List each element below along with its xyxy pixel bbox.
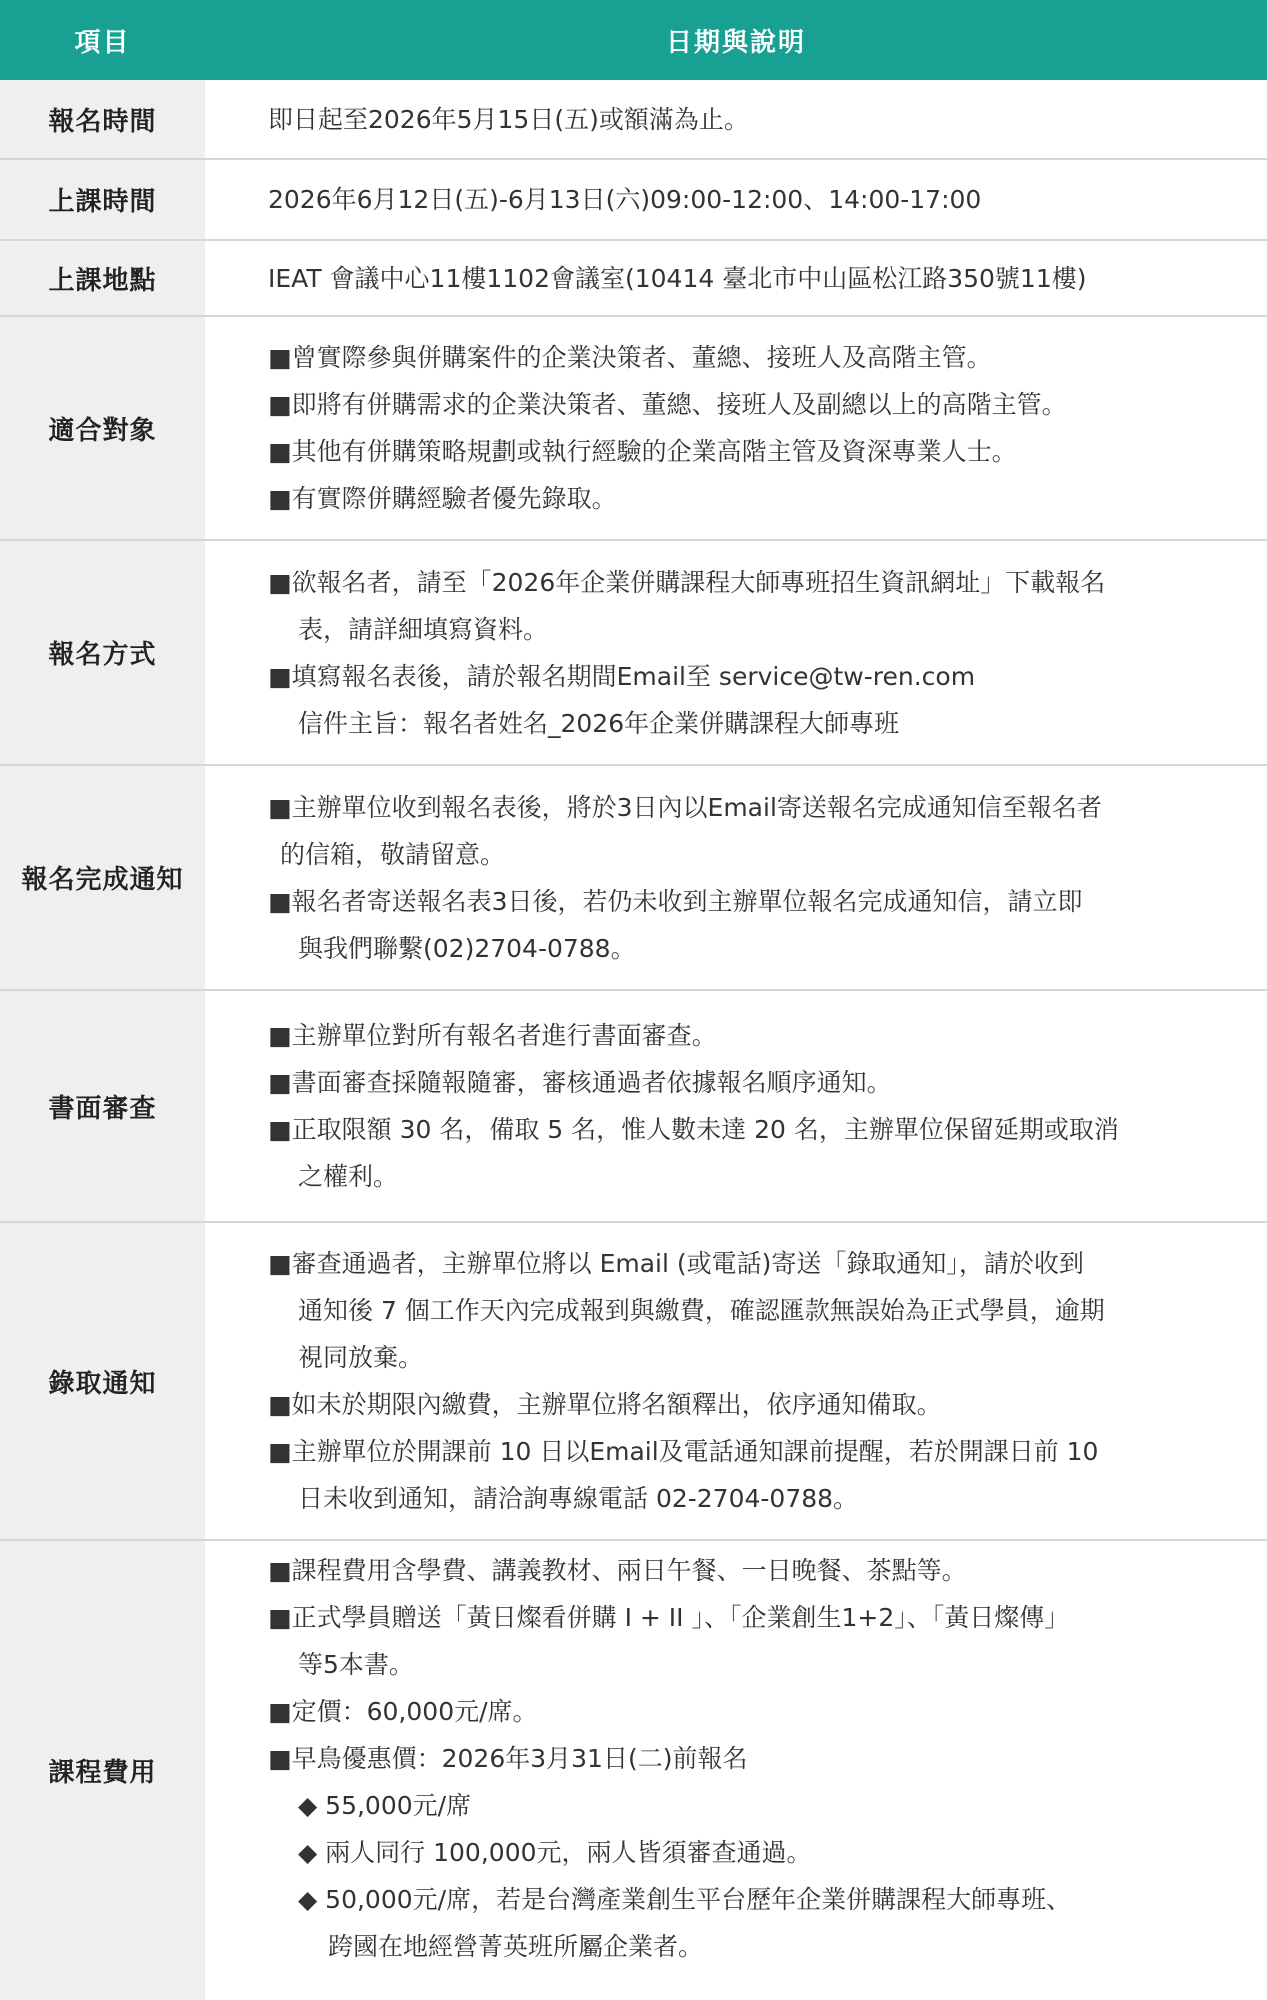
registration-time-text: 即日起至2026年5月15日(五)或額滿為止。 [268, 104, 749, 134]
audience-line: ■有實際併購經驗者優先錄取。 [268, 484, 617, 513]
row-label: 報名完成通知 [0, 766, 205, 989]
header-item: 項目 [74, 27, 131, 58]
fee-line: ◆ 55,000元/席 [298, 1791, 472, 1820]
registration-notice-line: ■主辦單位收到報名表後，將於3日內以Email寄送報名完成通知信至報名者 [268, 792, 1102, 822]
registration-notice-line: 與我們聯繫(02)2704-0788。 [298, 933, 636, 963]
row-content [205, 241, 1267, 315]
table-row-registration-time [0, 80, 1267, 160]
row-label: 上課地點 [0, 241, 205, 315]
table-row-registration-method [0, 541, 1267, 766]
table-header [0, 0, 1267, 80]
fee-line: ■定價：60,000元/席。 [268, 1697, 538, 1726]
header-description: 日期與說明 [665, 27, 806, 58]
row-label: 錄取通知 [0, 1223, 205, 1539]
row-content [205, 766, 1267, 989]
row-content [205, 541, 1267, 764]
registration-method-line: 信件主旨：報名者姓名_2026年企業併購課程大師專班 [298, 708, 900, 738]
table-row-audience [0, 317, 1267, 541]
admission-line: 視同放棄。 [298, 1343, 424, 1372]
row-content [205, 80, 1267, 158]
table-row-review [0, 991, 1267, 1223]
table-row-admission [0, 1223, 1267, 1541]
audience-line: ■曾實際參與併購案件的企業決策者、董總、接班人及高階主管。 [268, 343, 992, 372]
row-content [205, 991, 1267, 1221]
registration-method-line: 表，請詳細填寫資料。 [298, 614, 549, 644]
registration-notice-line: ■報名者寄送報名表3日後，若仍未收到主辦單位報名完成通知信，請立即 [268, 886, 1083, 916]
table-row-location [0, 241, 1267, 317]
fee-line: ■正式學員贈送「黃日燦看併購 I + II 」、「企業創生1+2」、「黃日燦傳」 [268, 1603, 1070, 1632]
table-row-registration-notice [0, 766, 1267, 991]
fee-line: ◆ 50,000元/席，若是台灣產業創生平台歷年企業併購課程大師專班、 [298, 1885, 1072, 1914]
registration-method-line: ■欲報名者，請至「2026年企業併購課程大師專班招生資訊網址」下載報名 [268, 567, 1106, 597]
fee-line: 跨國在地經營菁英班所屬企業者。 [328, 1932, 704, 1961]
table-row-class-time [0, 160, 1267, 241]
fee-line: 等5本書。 [298, 1650, 414, 1679]
fee-line: ■早鳥優惠價：2026年3月31日(二)前報名 [268, 1744, 748, 1773]
location-text: IEAT 會議中心11樓1102會議室(10414 臺北市中山區松江路350號11樓) [268, 263, 1087, 293]
fee-line: ■課程費用含學費、講義教材、兩日午餐、一日晚餐、茶點等。 [268, 1556, 967, 1585]
row-label: 報名方式 [0, 541, 205, 764]
row-label: 上課時間 [0, 160, 205, 239]
admission-line: 通知後 7 個工作天內完成報到與繳費，確認匯款無誤始為正式學員，逾期 [298, 1296, 1105, 1325]
review-line: ■正取限額 30 名，備取 5 名，惟人數未達 20 名，主辦單位保留延期或取消 [268, 1115, 1119, 1144]
admission-line: ■如未於期限內繳費，主辦單位將名額釋出，依序通知備取。 [268, 1390, 942, 1419]
row-content [205, 317, 1267, 539]
row-content [205, 160, 1267, 239]
admission-line: 日未收到通知，請洽詢專線電話 02-2704-0788。 [298, 1484, 859, 1513]
row-label: 課程費用 [0, 1541, 205, 2000]
registration-method-line: ■填寫報名表後，請於報名期間Email至 service@tw-ren.com [268, 661, 976, 691]
fee-line: ◆ 兩人同行 100,000元，兩人皆須審查通過。 [298, 1838, 812, 1867]
review-line: 之權利。 [298, 1162, 399, 1191]
registration-notice-line: 的信箱，敬請留意。 [280, 839, 506, 869]
audience-line: ■即將有併購需求的企業決策者、董總、接班人及副總以上的高階主管。 [268, 390, 1067, 419]
review-line: ■主辦單位對所有報名者進行書面審查。 [268, 1021, 717, 1050]
row-content [205, 1223, 1267, 1539]
admission-line: ■審查通過者，主辦單位將以 Email (或電話)寄送「錄取通知」，請於收到 [268, 1249, 1084, 1278]
table-row-fee [0, 1541, 1267, 2000]
class-time-text: 2026年6月12日(五)-6月13日(六)09:00-12:00、14:00-17:00 [268, 185, 982, 214]
review-line: ■書面審查採隨報隨審，審核通過者依據報名順序通知。 [268, 1068, 892, 1097]
row-content [205, 1541, 1267, 2000]
row-label: 書面審查 [0, 991, 205, 1221]
row-label: 適合對象 [0, 317, 205, 539]
audience-line: ■其他有併購策略規劃或執行經驗的企業高階主管及資深專業人士。 [268, 437, 1017, 466]
row-label: 報名時間 [0, 80, 205, 158]
admission-line: ■主辦單位於開課前 10 日以Email及電話通知課前提醒，若於開課日前 10 [268, 1437, 1099, 1466]
